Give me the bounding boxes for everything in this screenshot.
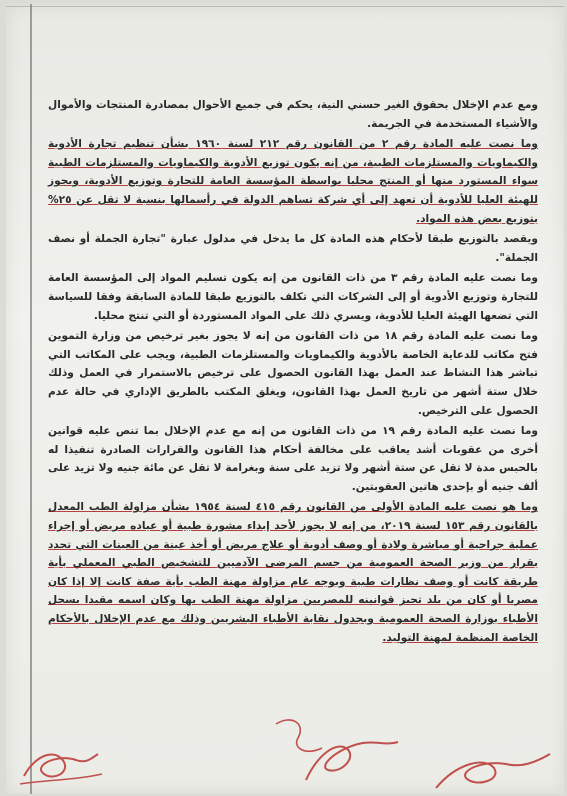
signature-center-loop xyxy=(276,720,322,751)
page-top-edge xyxy=(6,6,564,7)
paragraph-article-19: وما نصت عليه المادة رقم ١٩ من ذات القانون من إنه مع عدم الإخلال بما تنص عليه قوانين أخرى من عقوبات أشد يعاقب على مخالفة أحكام هذا القانون والقرارات الصادرة تنفيذا له بالحبس مدة لا تقل عن ستة أشهر ولا تزيد على سنة وبغرامة لا تقل عن مائة جنيه ولا تزيد على ألف جنيه أو بإحدى هاتين العقوبتين. xyxy=(48,425,538,493)
paragraph-article-2: وما نصت عليه المادة رقم ٢ من القانون رقم ٢١٢ لسنة ١٩٦٠ بشأن تنظيم تجارة الأدوية والكيماويات والمستلزمات الطبية، من إنه يكون توزيع الأدوية والكيماويات والمستلزمات الطبية سواء المستورد منها أو المنتج محليا بواسطة المؤسسة العامة للتجارة وتوزيع الأدوية، ويجوز للهيئة العليا للأدوية أن تعهد إلى أي شركة تساهم الدولة في رأسمالها بنسبة لا تقل عن ٢٥% بتوزيع بعض هذه المواد. xyxy=(48,138,539,225)
signature-center xyxy=(306,742,398,780)
signature-left-underline xyxy=(20,774,102,784)
signature-right xyxy=(436,754,550,788)
document-body xyxy=(48,96,538,649)
page-left-edge xyxy=(30,4,32,794)
document-page xyxy=(6,4,564,794)
paragraph-article-3: وما نصت عليه المادة رقم ٣ من ذات القانون من إنه يكون تسليم المواد إلى المؤسسة العامة للتجارة وتوزيع الأدوية أو إلى الشركات التي تكلف بالتوزيع طبقا للمادة السابقة وفقا للسياسة التي تضعها الهيئة العليا للأدوية، ويسري ذلك على المواد المستوردة أو التي تنتج محليا. xyxy=(48,272,538,322)
handwritten-signatures xyxy=(6,684,564,794)
paragraph-confiscation: ومع عدم الإخلال بحقوق الغير حسني النية، يحكم في جميع الأحوال بمصادرة المنتجات والأموال والأشياء المستخدمة في الجريمة. xyxy=(48,99,538,130)
paragraph-distribution-definition: ويقصد بالتوزيع طبقا لأحكام هذه المادة كل ما يدخل في مدلول عبارة "تجارة الجملة أو نصف الجملة". xyxy=(48,233,538,264)
paragraph-medical-practice-law: وما هو نصت عليه المادة الأولى من القانون رقم ٤١٥ لسنة ١٩٥٤ بشأن مزاولة الطب المعدل بالقانون رقم ١٥٣ لسنة ٢٠١٩، من إنه لا يجوز لأحد إبداء مشورة طبية أو عياده مريض أو إجراء عملية جراحية أو مباشرة ولادة أو وصف أدوية أو علاج مريض أو أخذ عينة من العينات التي تحدد بقرار من وزير الصحة العمومية من جسم المرضى الآدميين للتشخيص الطبي المعملي بأية طريقة كانت أو وصف نظارات طبية وبوجه عام مزاولة مهنة الطب بأية صفة كانت إلا إذا كان مصريا أو كان من بلد تجيز قوانينه للمصريين مزاولة مهنة الطب بها وكان اسمه مقيدا بسجل الأطباء بوزارة الصحة العمومية وبجدول نقابة الأطباء البشريين وذلك مع عدم الإخلال بالأحكام الخاصة المنظمة لمهنة التوليد. xyxy=(48,501,538,644)
paragraph-article-18: وما نصت عليه المادة رقم ١٨ من ذات القانون من إنه لا يجوز بغير ترخيص من وزارة التموين فتح مكاتب للدعاية الخاصة بالأدوية والكيماويات والمستلزمات الطبية، ويجب على المكاتب التي تباشر هذا النشاط عند العمل بهذا القانون الحصول على ترخيص بالاستمرار في العمل وذلك خلال ستة أشهر من تاريخ العمل بهذا القانون، ويغلق المكتب بالطريق الإداري في حالة عدم الحصول على الترخيص. xyxy=(48,330,538,417)
signature-left xyxy=(24,754,98,777)
